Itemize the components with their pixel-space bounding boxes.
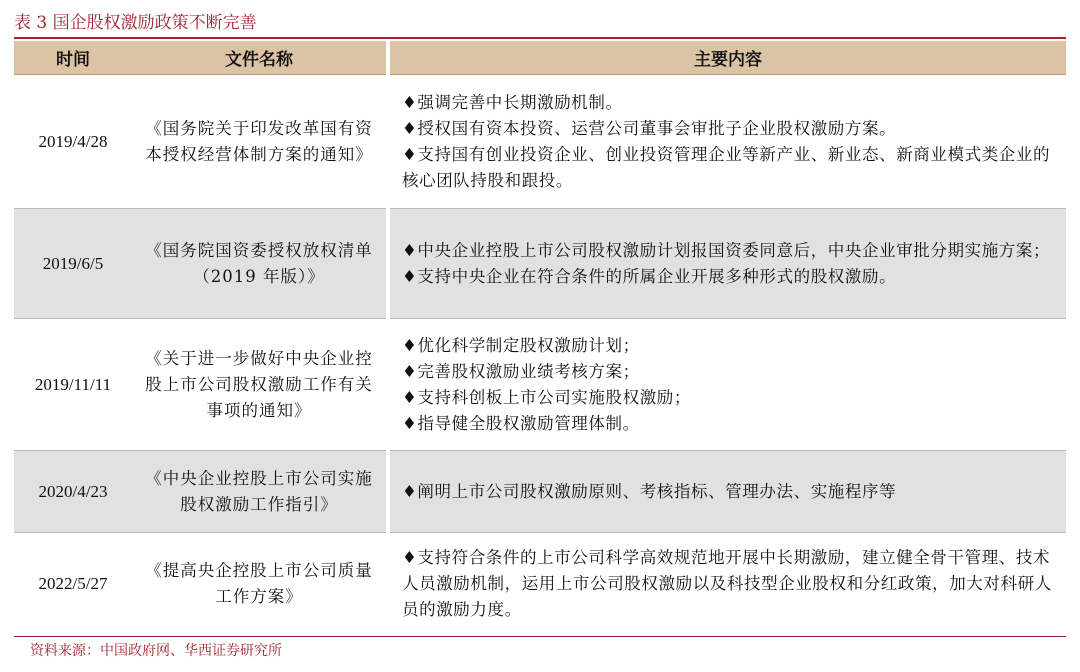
- header-doc: 文件名称: [132, 41, 388, 75]
- row-document-name: 《中央企业控股上市公司实施股权激励工作指引》: [132, 451, 388, 533]
- row-document-name: 《关于进一步做好中央企业控股上市公司股权激励工作有关事项的通知》: [132, 319, 388, 451]
- content-point: ♦指导健全股权激励管理体制。: [402, 413, 640, 433]
- row-main-content: [388, 209, 1066, 319]
- policy-table: [14, 41, 1066, 635]
- header-date: 时间: [14, 41, 132, 75]
- source-divider: [14, 636, 1066, 637]
- content-point: ♦支持符合条件的上市公司科学高效规范地开展中长期激励，建立健全骨干管理、技术人员激励机制，运用上市公司股权激励以及科技型企业股权和分红政策，加大对科研人员的激励力度。: [402, 547, 1052, 619]
- content-point: ♦中央企业控股上市公司股权激励计划报国资委同意后，中央企业审批分期实施方案；: [402, 240, 1051, 260]
- content-point: ♦支持科创板上市公司实施股权激励；: [402, 387, 691, 407]
- row-date: 2022/5/27: [14, 533, 132, 635]
- content-point: ♦强调完善中长期激励机制。: [402, 92, 623, 112]
- row-document-name: 《国务院关于印发改革国有资本授权经营体制方案的通知》: [132, 75, 388, 209]
- table-row: [14, 209, 1066, 319]
- table-row: [14, 533, 1066, 635]
- content-point: ♦完善股权激励业绩考核方案；: [402, 361, 640, 381]
- content-point: ♦优化科学制定股权激励计划；: [402, 335, 640, 355]
- header-main: 主要内容: [388, 41, 1066, 75]
- row-date: 2019/6/5: [14, 209, 132, 319]
- table-row: [14, 75, 1066, 209]
- row-main-content: [388, 533, 1066, 635]
- source-note: 资料来源：中国政府网、华西证券研究所: [30, 643, 282, 659]
- table-row: [14, 451, 1066, 533]
- row-date: 2019/4/28: [14, 75, 132, 209]
- row-document-name: 《国务院国资委授权放权清单（2019 年版）》: [132, 209, 388, 319]
- row-date: 2019/11/11: [14, 319, 132, 451]
- row-date: 2020/4/23: [14, 451, 132, 533]
- row-main-content: [388, 319, 1066, 451]
- row-main-content: [388, 75, 1066, 209]
- title-divider: [14, 37, 1066, 39]
- table-row: [14, 319, 1066, 451]
- row-main-content: [388, 451, 1066, 533]
- content-point: ♦支持国有创业投资企业、创业投资管理企业等新产业、新业态、新商业模式类企业的核心团队持股和跟投。: [402, 144, 1051, 190]
- table-title: 表 3 国企股权激励政策不断完善: [14, 13, 257, 33]
- content-point: ♦支持中央企业在符合条件的所属企业开展多种形式的股权激励。: [402, 266, 897, 286]
- table-header-row: [14, 41, 1066, 75]
- content-point: ♦阐明上市公司股权激励原则、考核指标、管理办法、实施程序等: [402, 481, 897, 501]
- row-document-name: 《提高央企控股上市公司质量工作方案》: [132, 533, 388, 635]
- content-point: ♦授权国有资本投资、运营公司董事会审批子企业股权激励方案。: [402, 118, 897, 138]
